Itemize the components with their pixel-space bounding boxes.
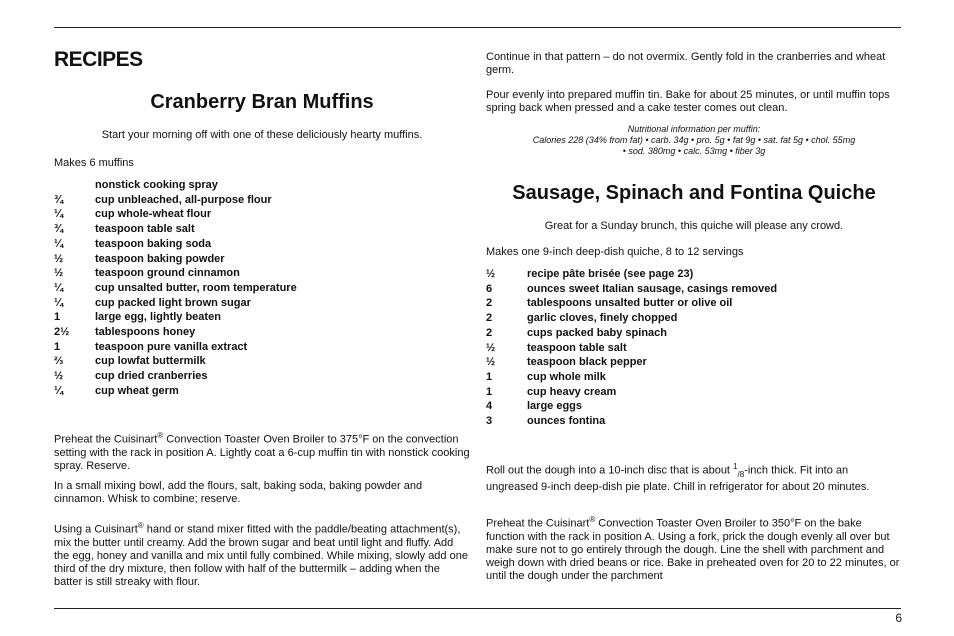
ingredient-quantity: 1 [486,385,493,398]
bottom-rule [54,608,901,609]
ingredient-quantity: ¼ [54,296,64,309]
quiche-intro: Great for a Sunday brunch, this quiche will please any crowd. [544,220,844,232]
ingredient-quantity: ¾ [54,193,64,206]
quiche-step-2: Preheat the Cuisinart® Convection Toaster Oven Broiler to 350°F on the bake function with the rack in position A. Using a fork, prick the dough evenly all over but make sure not to go entirely through the dough. Line the shell with parchment and weigh down with dried beans or rice. Bake in preheated oven for 20 to 22 minutes, or until the dough under the parchment [486,515,900,582]
registered-mark: ® [157,431,164,440]
nutrition-heading: Nutritional information per muffin: [627,124,761,134]
nutrition-line-2: • sod. 380mg • calc. 53mg • fiber 3g [622,146,766,156]
section-heading: RECIPES [54,48,143,71]
ingredient-row [54,193,470,208]
ingredient-row [54,296,470,311]
ingredient-name: cup whole milk [527,370,606,383]
ingredient-row [54,237,470,252]
ingredient-name: cup wheat germ [95,384,179,397]
muffins-step-4: Continue in that pattern – do not overmix. Gently fold in the cranberries and wheat germ. [486,51,886,76]
ingredient-row [54,369,470,384]
quiche-ingredient-list [486,267,902,429]
ingredient-row [486,267,902,282]
ingredient-quantity: ½ [54,370,64,383]
ingredient-name: nonstick cooking spray [95,179,218,191]
ingredient-name: cup lowfat buttermilk [95,355,206,368]
ingredient-quantity: ½ [486,356,496,369]
muffins-step-1: Preheat the Cuisinart® Convection Toaster Oven Broiler to 375°F on the convection setting with the rack in position A. Lightly coat a 6-cup muffin tin with nonstick cooking spray. Reserve. [54,431,470,472]
quiche-step-1: Roll out the dough into a 10-inch disc that is about $^1_{/8}$-inch thick. Fit into an ungreased 9-inch deep-dish pie plate. Chill in refrigerator for about 20 minutes. [486,462,870,493]
ingredient-row [54,354,470,369]
ingredient-row [486,341,902,356]
ingredient-quantity: ¼ [54,384,64,397]
ingredient-row [54,207,470,222]
muffins-step-5: Pour evenly into prepared muffin tin. Bake for about 25 minutes, or until muffin tops spring back when pressed and a cake tester comes out clean. [486,89,890,114]
ingredient-row [486,326,902,341]
ingredient-name: cup heavy cream [527,385,617,398]
ingredient-row [486,355,902,370]
ingredient-quantity: 3 [486,415,493,428]
ingredient-name: cup packed light brown sugar [95,296,251,309]
muffins-step-2: In a small mixing bowl, add the flours, salt, baking soda, baking powder and cinnamon. Whisk to combine; reserve. [54,480,423,505]
ingredient-name: large egg, lightly beaten [95,311,221,324]
ingredient-row [54,325,470,340]
ingredient-quantity: 2 [486,297,493,310]
ingredient-quantity: 1 [54,340,61,353]
ingredient-quantity: 4 [486,400,493,413]
ingredient-quantity: ¾ [54,223,64,236]
muffins-title: Cranberry Bran Muffins [150,91,374,113]
ingredient-row [486,311,902,326]
ingredient-name: tablespoons honey [95,326,196,339]
ingredient-quantity: ½ [54,267,64,280]
ingredient-name: teaspoon baking soda [95,237,212,250]
ingredient-row [54,252,470,267]
ingredient-name: garlic cloves, finely chopped [527,312,678,325]
ingredient-row [486,385,902,400]
ingredient-name: large eggs [527,400,583,413]
ingredient-name: cup unbleached, all-purpose flour [95,193,272,206]
ingredient-quantity: 1 [54,311,61,324]
ingredient-quantity [54,178,95,193]
muffins-step-3: Using a Cuisinart® hand or stand mixer fitted with the paddle/beating attachment(s), mix the butter until creamy. Add the brown sugar and beat until light and fluffy. Add the egg, honey and vanilla and mix until fully combined. While mixing, slowly add one third of the dry mixture, then follow with half of the buttermilk – adding when the batter is still streaky with flour. [54,521,468,588]
ingredient-name: cups packed baby spinach [527,326,667,339]
ingredient-quantity: 2 [486,312,493,325]
muffins-intro: Start your morning off with one of these deliciously hearty muffins. [101,129,423,141]
nutrition-line-1: Calories 228 (34% from fat) • carb. 34g • pro. 5g • fat 9g • sat. fat 5g • chol. 55mg [532,135,856,145]
ingredient-quantity: ¼ [54,281,64,294]
ingredient-quantity: ⅔ [54,355,64,368]
ingredient-quantity: 2½ [54,326,70,339]
ingredient-name: teaspoon baking powder [95,252,225,265]
ingredient-row [486,296,902,311]
ingredient-quantity: ¼ [54,208,64,221]
ingredient-name: teaspoon table salt [95,223,195,236]
ingredient-row [54,222,470,237]
registered-mark: ® [589,515,596,524]
ingredient-name: tablespoons unsalted butter or olive oil [527,297,733,310]
ingredient-name: teaspoon pure vanilla extract [95,340,248,353]
quiche-yield: Makes one 9-inch deep-dish quiche, 8 to 12 servings [486,246,744,258]
ingredient-row [486,370,902,385]
ingredient-row [486,282,902,297]
ingredient-row [486,399,902,414]
muffins-yield: Makes 6 muffins [54,157,134,169]
ingredient-row [486,414,902,429]
page-number: 6 [895,611,902,625]
muffins-nutrition [486,124,902,157]
muffins-ingredient-list [54,178,470,399]
ingredient-name: cup whole-wheat flour [95,208,212,221]
ingredient-quantity: ¼ [54,237,64,250]
ingredient-name: recipe pâte brisée (see page 23) [527,268,694,280]
ingredient-quantity: 1 [486,370,493,383]
ingredient-row [54,266,470,281]
ingredient-name: teaspoon table salt [527,341,627,354]
ingredient-name: teaspoon black pepper [527,356,647,369]
ingredient-name: cup dried cranberries [95,370,208,383]
ingredient-name: teaspoon ground cinnamon [95,267,240,280]
ingredient-name: ounces sweet Italian sausage, casings removed [527,282,778,295]
ingredient-name: ounces fontina [527,415,606,428]
ingredient-quantity: ½ [486,341,496,354]
ingredient-quantity: ½ [486,268,496,280]
quiche-title: Sausage, Spinach and Fontina Quiche [512,182,876,204]
ingredient-name: cup unsalted butter, room temperature [95,281,297,294]
ingredient-row [54,281,470,296]
registered-mark: ® [137,521,144,530]
ingredient-quantity: 6 [486,282,493,295]
ingredient-quantity: 2 [486,326,493,339]
ingredient-row [54,178,470,193]
ingredient-quantity: ½ [54,252,64,265]
ingredient-row [54,310,470,325]
ingredient-row [54,384,470,399]
ingredient-row [54,340,470,355]
top-rule [54,27,901,28]
